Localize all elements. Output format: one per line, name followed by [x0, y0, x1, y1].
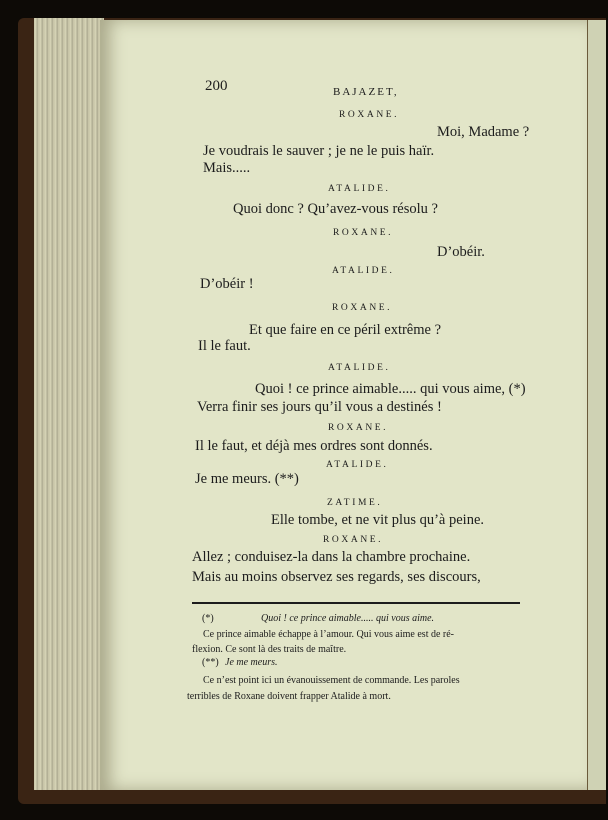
verse-line: Il le faut. — [198, 338, 251, 354]
verse-line: Moi, Madame ? — [437, 124, 530, 140]
verse-line: D’obéir ! — [200, 276, 254, 292]
speaker-label: ZATIME. — [327, 498, 383, 508]
page-edges — [34, 18, 104, 790]
speaker-label: ROXANE. — [332, 303, 393, 313]
speaker-label: ROXANE. — [328, 423, 389, 433]
verse-line: Je me meurs. (**) — [195, 471, 299, 487]
page-number: 200 — [205, 78, 228, 94]
footnote-text: terribles de Roxane doivent frapper Atalide à mort. — [187, 691, 391, 702]
footnote-quote: Je me meurs. — [225, 657, 278, 668]
speaker-label: ATALIDE. — [328, 184, 391, 194]
verse-line: Elle tombe, et ne vit plus qu’à peine. — [271, 512, 485, 528]
running-head: BAJAZET, — [333, 86, 399, 98]
speaker-label: ROXANE. — [339, 110, 400, 120]
speaker-label: ATALIDE. — [328, 363, 391, 373]
verse-line: D’obéir. — [437, 244, 485, 260]
verse-line: Allez ; conduisez-la dans la chambre prochaine. — [192, 549, 471, 565]
footnote-rule — [192, 602, 520, 604]
footnote-text: Ce n’est point ici un évanouissement de commande. Les paroles — [203, 675, 460, 686]
footnote-text: flexion. Ce sont là des traits de maître. — [192, 644, 347, 655]
footnote-marker: (*) — [202, 613, 214, 624]
verse-line: Quoi donc ? Qu’avez-vous résolu ? — [233, 201, 438, 217]
footnote-marker: (**) — [202, 657, 219, 668]
footnote-quote: Quoi ! ce prince aimable..... qui vous aime. — [261, 613, 435, 624]
verse-line: Mais au moins observez ses regards, ses discours, — [192, 569, 481, 585]
verse-line: Mais..... — [203, 160, 251, 176]
speaker-label: ROXANE. — [333, 228, 394, 238]
verse-line: Quoi ! ce prince aimable..... qui vous aime, (*) — [255, 381, 526, 397]
speaker-label: ROXANE. — [323, 535, 384, 545]
footnote-text: Ce prince aimable échappe à l’amour. Qui vous aime est de ré- — [203, 629, 455, 640]
speaker-label: ATALIDE. — [332, 266, 395, 276]
speaker-label: ATALIDE. — [326, 460, 389, 470]
verse-line: Verra finir ses jours qu’il vous a destinés ! — [197, 399, 442, 415]
verse-line: Il le faut, et déjà mes ordres sont donnés. — [195, 438, 433, 454]
verse-line: Et que faire en ce péril extrême ? — [249, 322, 442, 338]
facing-page-edge — [587, 20, 606, 790]
verse-line: Je voudrais le sauver ; je ne le puis haïr. — [203, 143, 435, 159]
